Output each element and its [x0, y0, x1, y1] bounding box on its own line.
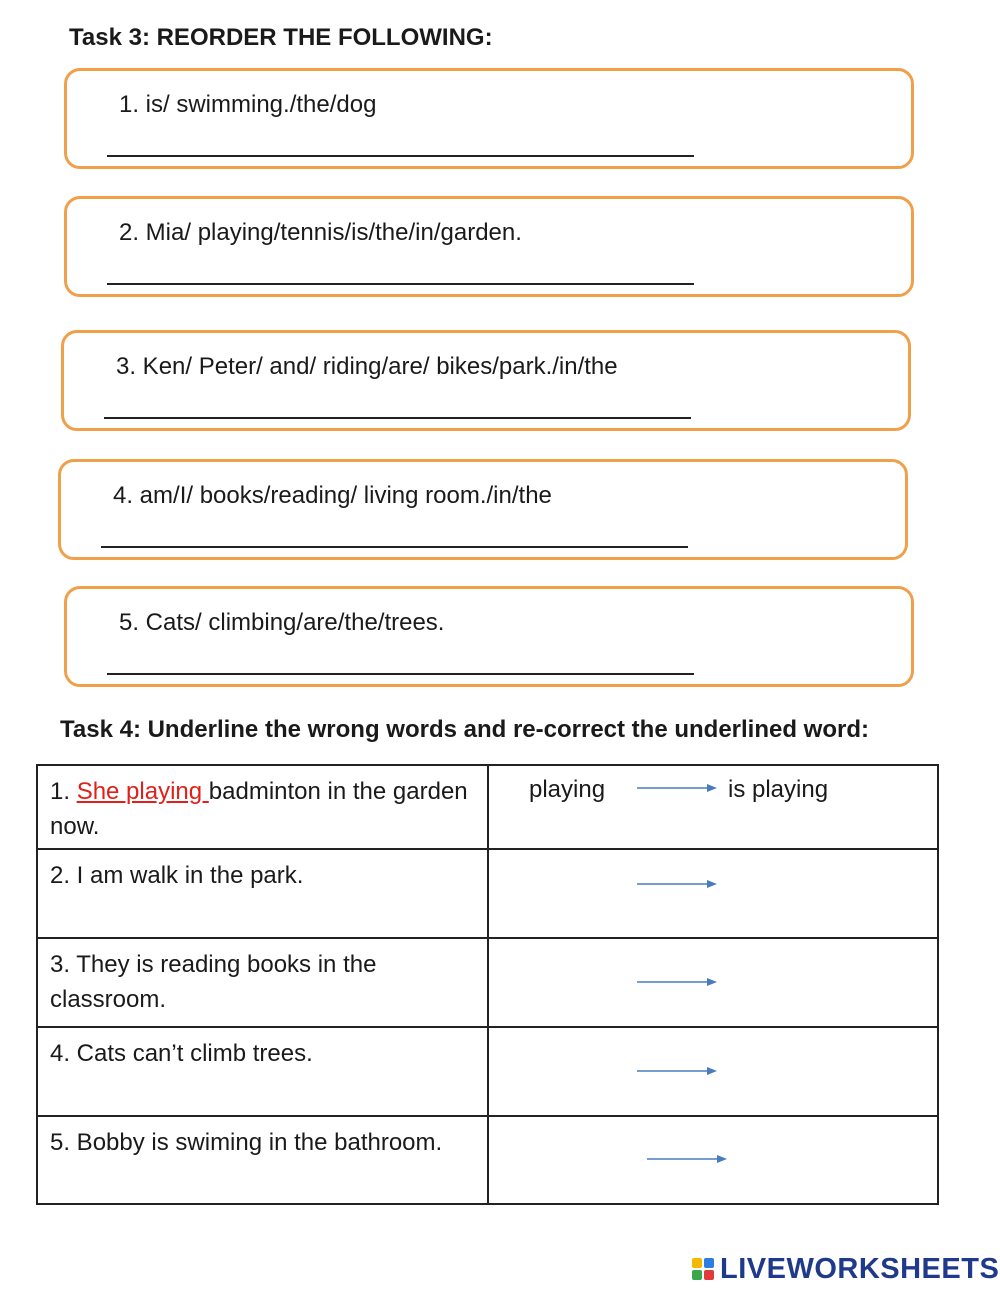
- correction-cell[interactable]: [488, 849, 938, 938]
- item-number: 1.: [50, 778, 77, 805]
- sentence-cell: 4. Cats can’t climb trees.: [37, 1027, 488, 1116]
- underlined-error: She playing: [76, 778, 209, 805]
- correction-cell[interactable]: [488, 938, 938, 1027]
- table-row: [37, 765, 938, 849]
- arrow-right-icon: [637, 878, 717, 890]
- reorder-prompt: 3. Ken/ Peter/ and/ riding/are/ bikes/park./in/the: [116, 353, 618, 380]
- reorder-prompt: 4. am/I/ books/reading/ living room./in/the: [113, 482, 552, 509]
- table-row: [37, 1116, 938, 1204]
- correct-word: is playing: [728, 776, 829, 803]
- table-row: [37, 849, 938, 938]
- reorder-prompt: 2. Mia/ playing/tennis/is/the/in/garden.: [119, 219, 522, 246]
- arrow-right-icon: [637, 782, 717, 794]
- answer-line[interactable]: [104, 417, 691, 419]
- arrow-right-icon: [637, 976, 717, 988]
- sentence-cell: 5. Bobby is swiming in the bathroom.: [37, 1116, 488, 1204]
- task4-title: Task 4: Underline the wrong words and re-correct the underlined word:: [60, 716, 870, 743]
- table-row: [37, 1027, 938, 1116]
- sentence-cell: 3. They is reading books in the classroom.: [37, 938, 488, 1027]
- reorder-item-3: [61, 330, 911, 431]
- answer-line[interactable]: [107, 155, 694, 157]
- answer-line[interactable]: [101, 546, 688, 548]
- correction-table: [36, 764, 939, 1205]
- correction-cell[interactable]: [488, 765, 938, 849]
- answer-line[interactable]: [107, 673, 694, 675]
- table-row: [37, 938, 938, 1027]
- answer-line[interactable]: [107, 283, 694, 285]
- sentence-cell: 2. I am walk in the park.: [37, 849, 488, 938]
- task3-title: Task 3: REORDER THE FOLLOWING:: [69, 24, 493, 51]
- reorder-item-5: [64, 586, 914, 687]
- logo-text: LIVEWORKSHEETS: [720, 1252, 1000, 1285]
- reorder-item-2: [64, 196, 914, 297]
- reorder-prompt: 5. Cats/ climbing/are/the/trees.: [119, 609, 445, 636]
- sentence-cell: [37, 765, 488, 849]
- liveworksheets-logo[interactable]: [692, 1254, 999, 1284]
- sentence-rest: badminton in the garden now.: [50, 778, 468, 840]
- reorder-item-1: [64, 68, 914, 169]
- correction-cell[interactable]: [488, 1116, 938, 1204]
- liveworksheets-logo-icon: [692, 1258, 714, 1280]
- reorder-prompt: 1. is/ swimming./the/dog: [119, 91, 377, 118]
- correction-cell[interactable]: [488, 1027, 938, 1116]
- arrow-right-icon: [637, 1065, 717, 1077]
- reorder-item-4: [58, 459, 908, 560]
- wrong-word: playing: [529, 776, 606, 803]
- arrow-right-icon: [647, 1153, 727, 1165]
